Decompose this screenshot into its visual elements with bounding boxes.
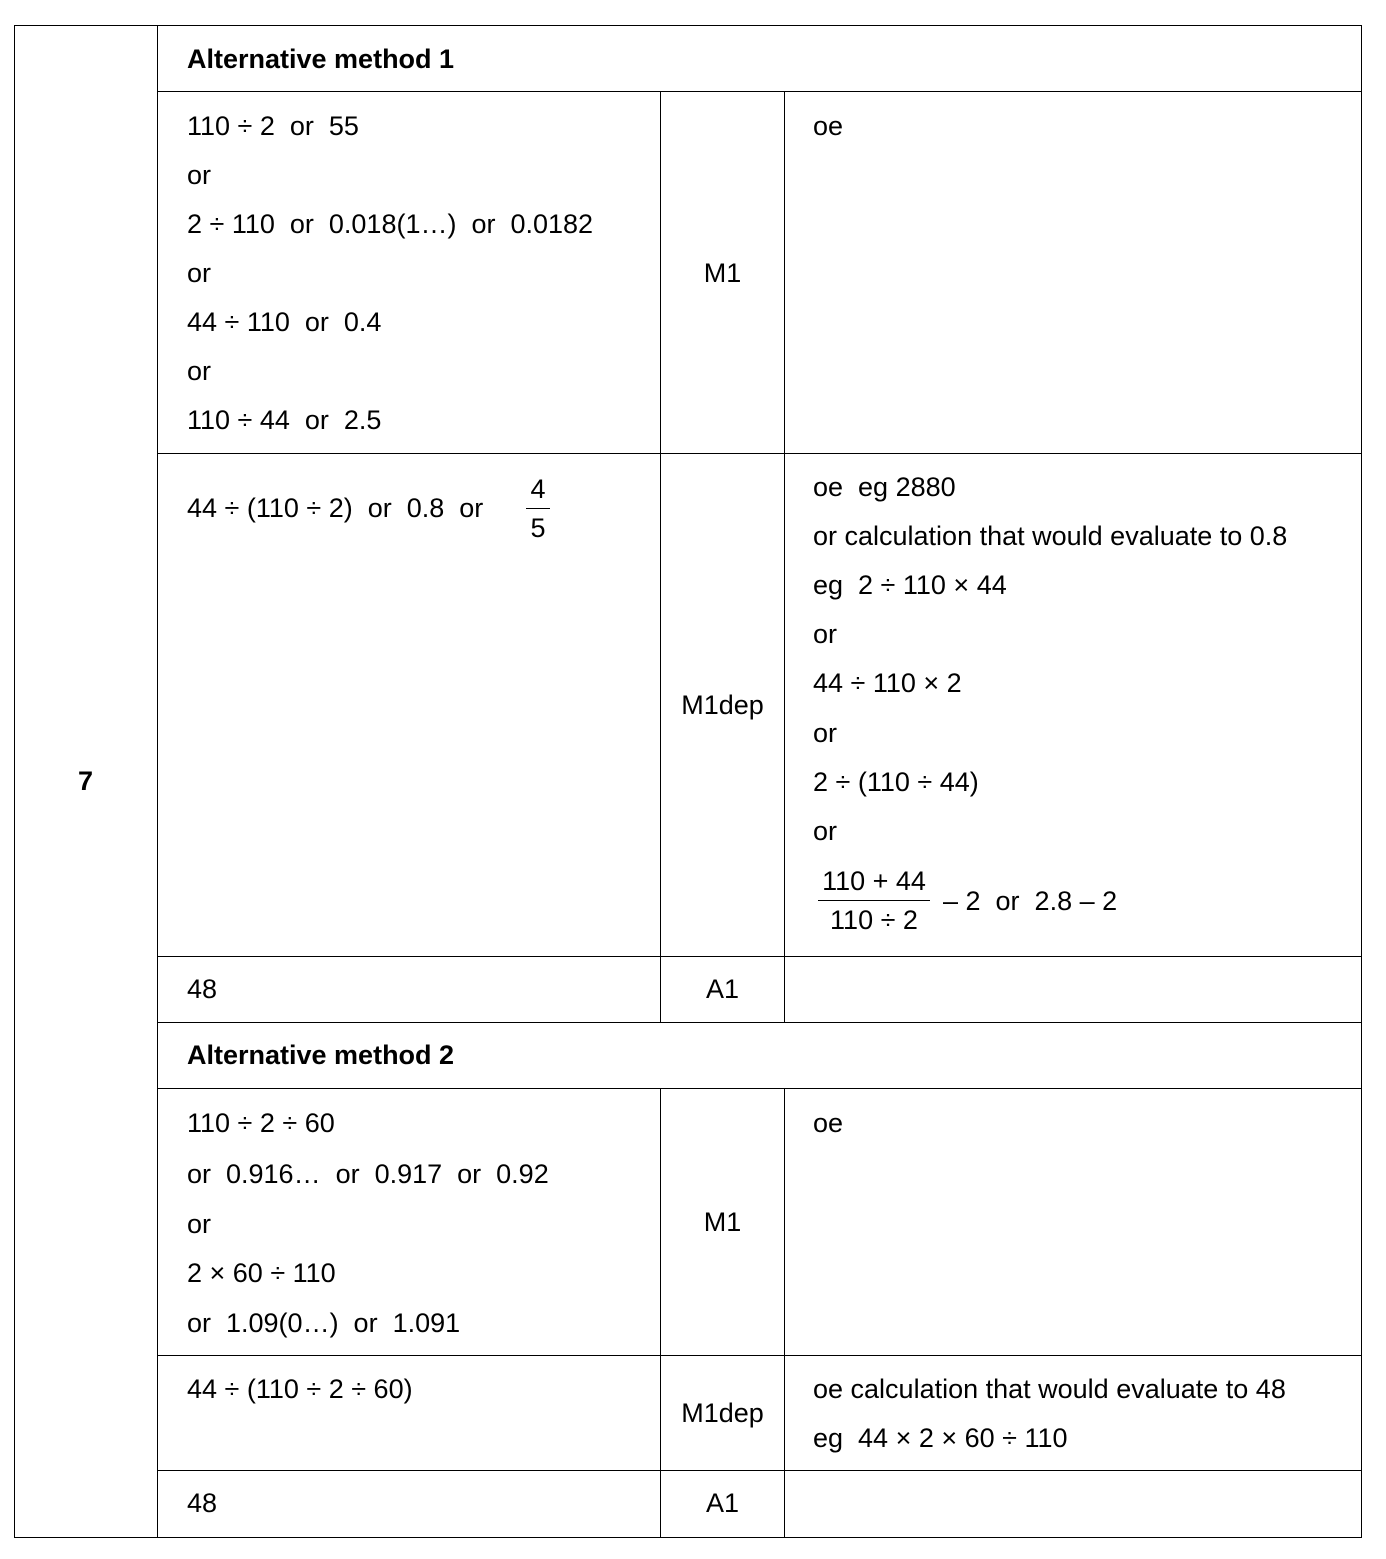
mark-comment-divider-m1 xyxy=(784,91,785,1022)
fraction-denominator: 110 ÷ 2 xyxy=(830,905,918,935)
comment-line: eg 2 ÷ 110 × 44 xyxy=(813,570,1007,600)
method2-row3-mark: A1 xyxy=(705,1488,740,1518)
row-divider xyxy=(157,1355,1362,1356)
method1-row3-working: 48 xyxy=(187,974,218,1004)
method1-row2-working: 44 ÷ (110 ÷ 2) or 0.8 or xyxy=(187,493,484,523)
row-divider xyxy=(157,956,1362,957)
method2-row2-comment: oe calculation that would evaluate to 48 xyxy=(813,1374,1286,1404)
comment-line: 2 ÷ (110 ÷ 44) xyxy=(813,767,979,797)
row-divider xyxy=(157,1088,1362,1089)
method2-row1-comment: oe xyxy=(813,1108,844,1138)
fraction-bar xyxy=(526,508,550,509)
question-number: 7 xyxy=(78,766,94,796)
working-line: 110 ÷ 44 or 2.5 xyxy=(187,405,382,435)
fraction-numerator: 110 + 44 xyxy=(822,866,926,896)
working-line: 2 ÷ 110 or 0.018(1…) or 0.0182 xyxy=(187,209,594,239)
method1-row1-comment: oe xyxy=(813,111,844,141)
method2-row1-mark: M1 xyxy=(703,1207,742,1237)
working-line: or xyxy=(187,258,212,288)
method2-row2-mark: M1dep xyxy=(681,1398,764,1428)
comment-line: oe eg 2880 xyxy=(813,472,956,502)
working-mark-divider-m1 xyxy=(660,91,661,1022)
working-line: 110 ÷ 2 ÷ 60 xyxy=(187,1108,335,1138)
method1-row2-mark: M1dep xyxy=(681,690,764,720)
method2-row3-working: 48 xyxy=(187,1488,218,1518)
question-column-divider xyxy=(157,25,158,1538)
fraction-comment xyxy=(818,864,930,937)
working-line: or 1.09(0…) or 1.091 xyxy=(187,1308,461,1338)
comment-line: or xyxy=(813,619,838,649)
fraction-denominator: 5 xyxy=(530,513,546,543)
comment-line: or calculation that would evaluate to 0.8 xyxy=(813,521,1288,551)
fraction-four-fifths xyxy=(526,472,550,545)
method2-title: Alternative method 2 xyxy=(187,1040,455,1070)
comment-line: 44 ÷ 110 × 2 xyxy=(813,668,962,698)
row-divider xyxy=(157,91,1362,92)
working-line: or xyxy=(187,1209,212,1239)
fraction-bar xyxy=(818,900,930,901)
method1-row3-mark: A1 xyxy=(705,974,740,1004)
working-line: 110 ÷ 2 or 55 xyxy=(187,111,359,141)
fraction-numerator: 4 xyxy=(530,474,546,504)
row-divider xyxy=(157,1470,1362,1471)
comment-line: or xyxy=(813,816,838,846)
working-line: or xyxy=(187,356,212,386)
method2-row2-comment: eg 44 × 2 × 60 ÷ 110 xyxy=(813,1423,1068,1453)
method1-row1-mark: M1 xyxy=(703,258,742,288)
row-divider xyxy=(157,453,1362,454)
working-line: or xyxy=(187,160,212,190)
working-line: 44 ÷ 110 or 0.4 xyxy=(187,307,382,337)
working-line: or 0.916… or 0.917 or 0.92 xyxy=(187,1159,549,1189)
row-divider xyxy=(157,1022,1362,1023)
method1-title: Alternative method 1 xyxy=(187,44,455,74)
working-line: 2 × 60 ÷ 110 xyxy=(187,1258,336,1288)
method2-row2-working: 44 ÷ (110 ÷ 2 ÷ 60) xyxy=(187,1374,413,1404)
comment-line: or xyxy=(813,718,838,748)
comment-line: – 2 or 2.8 – 2 xyxy=(943,886,1118,916)
